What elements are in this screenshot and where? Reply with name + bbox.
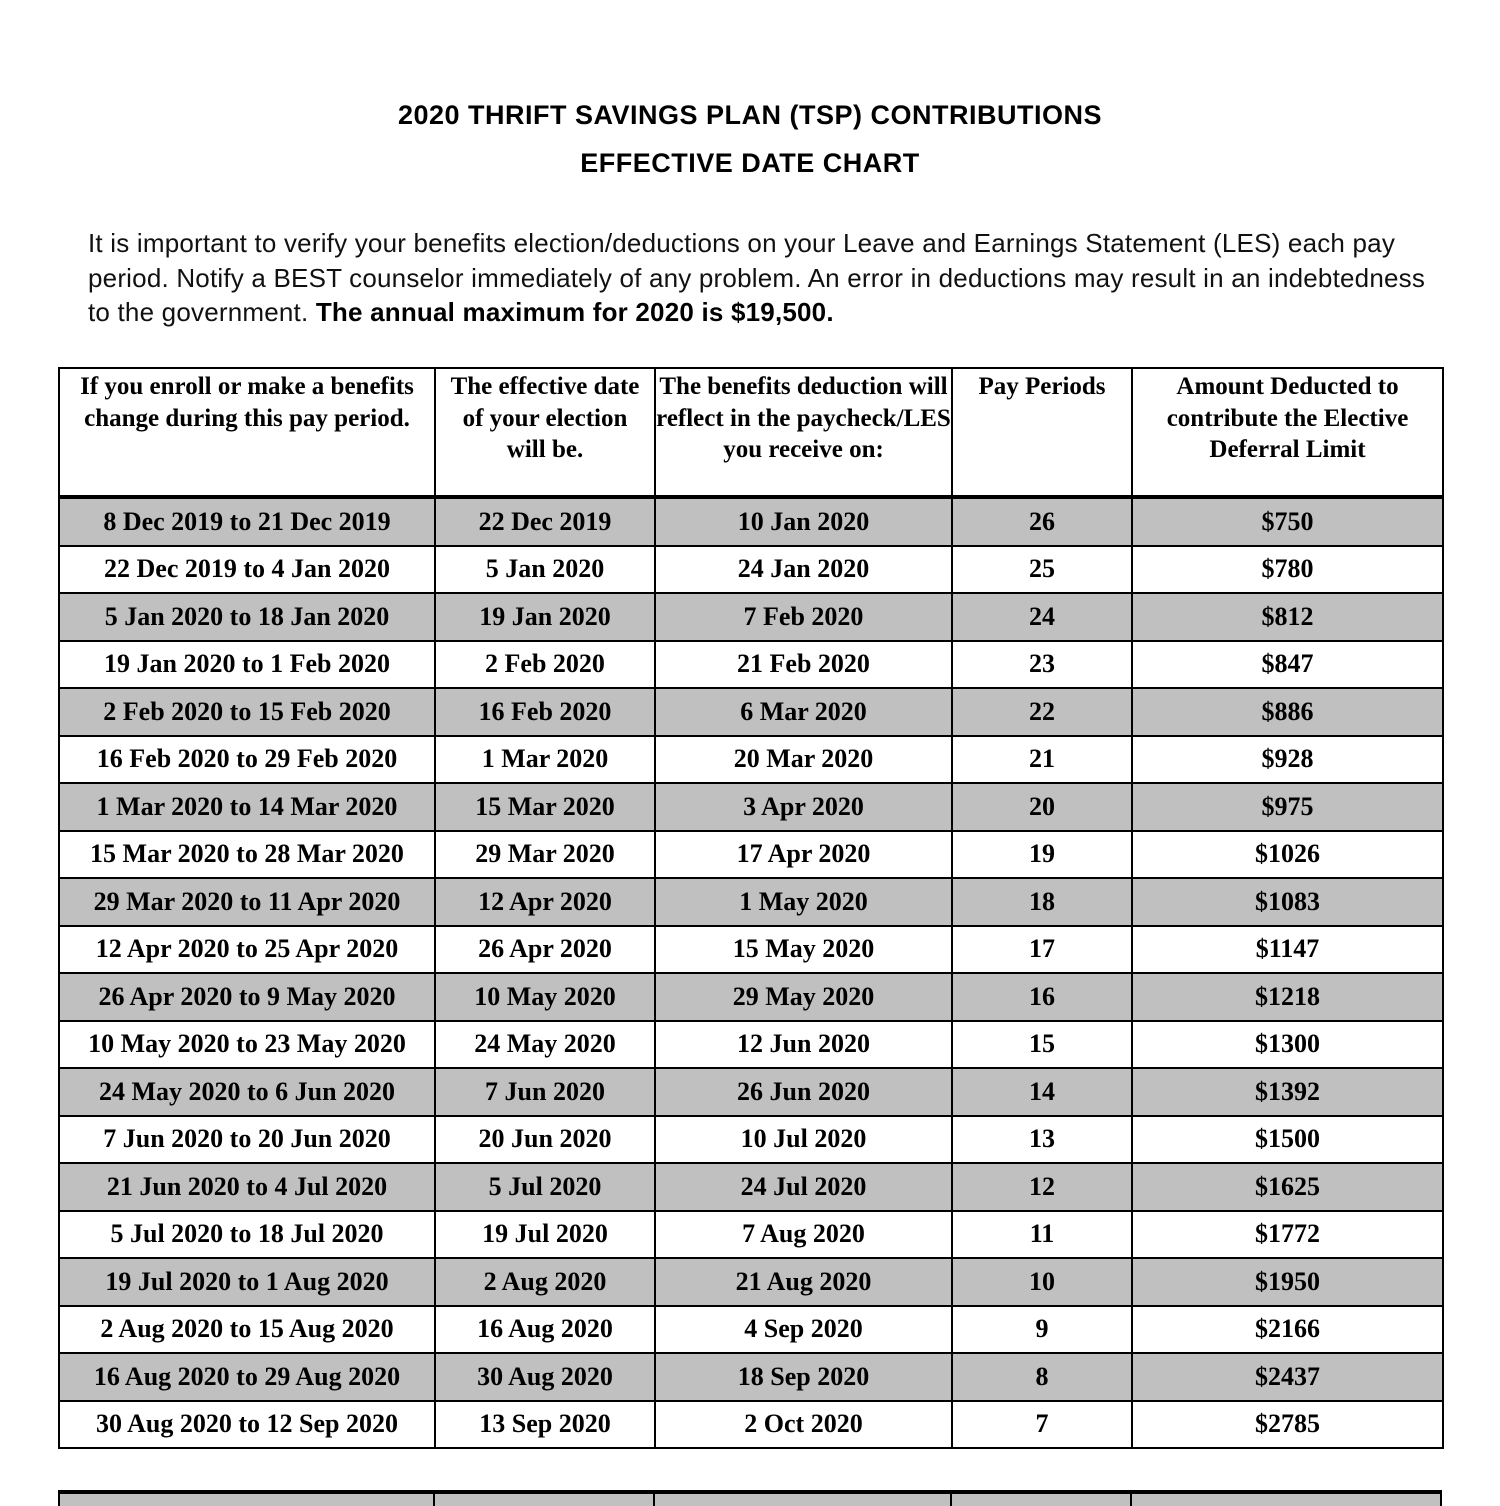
enroll-period-cell: 26 Apr 2020 to 9 May 2020 xyxy=(59,973,435,1021)
enroll-period-cell: 21 Jun 2020 to 4 Jul 2020 xyxy=(59,1163,435,1211)
paycheck-date-cell: 20 Mar 2020 xyxy=(655,736,952,784)
paycheck-date-cell: 24 Jan 2020 xyxy=(655,546,952,594)
column-header-pay-periods: Pay Periods xyxy=(952,368,1132,497)
effective-date-cell: 13 Sep 2020 xyxy=(435,1401,655,1449)
amount-cell: $886 xyxy=(1132,688,1443,736)
pay-periods-cell: 22 xyxy=(952,688,1132,736)
table-row xyxy=(59,1306,1443,1354)
table-row-partial xyxy=(58,1490,1442,1506)
table-row xyxy=(59,1021,1443,1069)
table-row xyxy=(59,497,1443,546)
effective-date-cell: 5 Jan 2020 xyxy=(435,546,655,594)
effective-date-cell: 19 Jan 2020 xyxy=(435,593,655,641)
enroll-period-cell: 2 Aug 2020 to 15 Aug 2020 xyxy=(59,1306,435,1354)
paycheck-date-cell: 21 Feb 2020 xyxy=(655,641,952,689)
amount-cell: $1950 xyxy=(1132,1258,1443,1306)
amount-cell: $1026 xyxy=(1132,831,1443,879)
paycheck-date-cell: 24 Jul 2020 xyxy=(655,1163,952,1211)
effective-date-cell: 22 Dec 2019 xyxy=(435,497,655,546)
annual-maximum-note: The annual maximum for 2020 is $19,500. xyxy=(315,297,834,327)
enroll-period-cell: 16 Aug 2020 to 29 Aug 2020 xyxy=(59,1353,435,1401)
table-row xyxy=(59,878,1443,926)
paycheck-date-cell: 10 Jul 2020 xyxy=(655,1116,952,1164)
enroll-period-cell: 10 May 2020 to 23 May 2020 xyxy=(59,1021,435,1069)
table-row xyxy=(59,1258,1443,1306)
enroll-period-cell: 5 Jul 2020 to 18 Jul 2020 xyxy=(59,1211,435,1259)
table-row xyxy=(59,1401,1443,1449)
amount-cell: $2785 xyxy=(1132,1401,1443,1449)
amount-cell: $750 xyxy=(1132,497,1443,546)
effective-date-cell: 24 May 2020 xyxy=(435,1021,655,1069)
pay-periods-cell: 10 xyxy=(952,1258,1132,1306)
enroll-period-cell: 24 May 2020 to 6 Jun 2020 xyxy=(59,1068,435,1116)
amount-cell: $1392 xyxy=(1132,1068,1443,1116)
enroll-period-cell: 5 Jan 2020 to 18 Jan 2020 xyxy=(59,593,435,641)
column-header-effective-date: The effective date of your election will be. xyxy=(435,368,655,497)
table-row xyxy=(59,688,1443,736)
enroll-period-cell: 16 Feb 2020 to 29 Feb 2020 xyxy=(59,736,435,784)
amount-cell: $1300 xyxy=(1132,1021,1443,1069)
pay-periods-cell: 8 xyxy=(952,1353,1132,1401)
table-row xyxy=(59,1163,1443,1211)
effective-date-cell: 10 May 2020 xyxy=(435,973,655,1021)
pay-periods-cell: 17 xyxy=(952,926,1132,974)
table-row xyxy=(59,736,1443,784)
effective-date-cell: 19 Jul 2020 xyxy=(435,1211,655,1259)
paycheck-date-cell: 1 May 2020 xyxy=(655,878,952,926)
pay-periods-cell: 21 xyxy=(952,736,1132,784)
amount-cell: $928 xyxy=(1132,736,1443,784)
document-subtitle: EFFECTIVE DATE CHART xyxy=(580,148,920,178)
paycheck-date-cell: 2 Oct 2020 xyxy=(655,1401,952,1449)
paycheck-date-cell: 29 May 2020 xyxy=(655,973,952,1021)
intro-text: It is important to verify your benefits election/deductions on your Leave and Earnings Statement (LES) each pay period. Notify a BEST counselor immediately of any problem. An error in deductions may result in an indebtedness to the government. xyxy=(88,228,1426,327)
column-header-paycheck-date: The benefits deduction will reflect in the paycheck/LES you receive on: xyxy=(655,368,952,497)
effective-date-cell: 16 Feb 2020 xyxy=(435,688,655,736)
enroll-period-cell: 12 Apr 2020 to 25 Apr 2020 xyxy=(59,926,435,974)
contribution-table xyxy=(58,367,1444,1449)
table-row xyxy=(59,1068,1443,1116)
amount-cell: $1772 xyxy=(1132,1211,1443,1259)
enroll-period-cell: 2 Feb 2020 to 15 Feb 2020 xyxy=(59,688,435,736)
enroll-period-cell: 29 Mar 2020 to 11 Apr 2020 xyxy=(59,878,435,926)
paycheck-date-cell: 18 Sep 2020 xyxy=(655,1353,952,1401)
pay-periods-cell: 26 xyxy=(952,497,1132,546)
pay-periods-cell: 14 xyxy=(952,1068,1132,1116)
enroll-period-cell: 8 Dec 2019 to 21 Dec 2019 xyxy=(59,497,435,546)
amount-cell: $1147 xyxy=(1132,926,1443,974)
effective-date-cell: 20 Jun 2020 xyxy=(435,1116,655,1164)
pay-periods-cell: 15 xyxy=(952,1021,1132,1069)
pay-periods-cell: 13 xyxy=(952,1116,1132,1164)
effective-date-cell: 1 Mar 2020 xyxy=(435,736,655,784)
column-header-enroll-period: If you enroll or make a benefits change during this pay period. xyxy=(59,368,435,497)
amount-cell: $1500 xyxy=(1132,1116,1443,1164)
paycheck-date-cell: 4 Sep 2020 xyxy=(655,1306,952,1354)
effective-date-cell: 12 Apr 2020 xyxy=(435,878,655,926)
effective-date-cell: 16 Aug 2020 xyxy=(435,1306,655,1354)
effective-date-cell: 2 Aug 2020 xyxy=(435,1258,655,1306)
paycheck-date-cell: 7 Feb 2020 xyxy=(655,593,952,641)
pay-periods-cell: 25 xyxy=(952,546,1132,594)
amount-cell: $812 xyxy=(1132,593,1443,641)
pay-periods-cell: 9 xyxy=(952,1306,1132,1354)
effective-date-cell: 2 Feb 2020 xyxy=(435,641,655,689)
table-body xyxy=(59,497,1443,1448)
paycheck-date-cell: 21 Aug 2020 xyxy=(655,1258,952,1306)
table-row xyxy=(59,641,1443,689)
effective-date-cell: 26 Apr 2020 xyxy=(435,926,655,974)
intro-paragraph xyxy=(88,226,1428,330)
enroll-period-cell: 1 Mar 2020 to 14 Mar 2020 xyxy=(59,783,435,831)
pay-periods-cell: 16 xyxy=(952,973,1132,1021)
table-row xyxy=(59,973,1443,1021)
document-title: 2020 THRIFT SAVINGS PLAN (TSP) CONTRIBUTIONS xyxy=(397,100,1103,130)
pay-periods-cell: 18 xyxy=(952,878,1132,926)
paycheck-date-cell: 7 Aug 2020 xyxy=(655,1211,952,1259)
table-row xyxy=(59,926,1443,974)
amount-cell: $1625 xyxy=(1132,1163,1443,1211)
table-row xyxy=(59,1353,1443,1401)
paycheck-date-cell: 12 Jun 2020 xyxy=(655,1021,952,1069)
amount-cell: $1218 xyxy=(1132,973,1443,1021)
table-row xyxy=(59,546,1443,594)
table-header-row xyxy=(59,368,1443,497)
paycheck-date-cell: 17 Apr 2020 xyxy=(655,831,952,879)
amount-cell: $975 xyxy=(1132,783,1443,831)
effective-date-cell: 30 Aug 2020 xyxy=(435,1353,655,1401)
effective-date-cell: 15 Mar 2020 xyxy=(435,783,655,831)
table-row xyxy=(59,593,1443,641)
column-header-amount: Amount Deducted to contribute the Elective Deferral Limit xyxy=(1132,368,1443,497)
pay-periods-cell: 11 xyxy=(952,1211,1132,1259)
enroll-period-cell: 15 Mar 2020 to 28 Mar 2020 xyxy=(59,831,435,879)
enroll-period-cell: 22 Dec 2019 to 4 Jan 2020 xyxy=(59,546,435,594)
paycheck-date-cell: 26 Jun 2020 xyxy=(655,1068,952,1116)
amount-cell: $847 xyxy=(1132,641,1443,689)
enroll-period-cell: 7 Jun 2020 to 20 Jun 2020 xyxy=(59,1116,435,1164)
table-row xyxy=(59,1211,1443,1259)
enroll-period-cell: 19 Jul 2020 to 1 Aug 2020 xyxy=(59,1258,435,1306)
effective-date-cell: 29 Mar 2020 xyxy=(435,831,655,879)
enroll-period-cell: 30 Aug 2020 to 12 Sep 2020 xyxy=(59,1401,435,1449)
amount-cell: $780 xyxy=(1132,546,1443,594)
paycheck-date-cell: 3 Apr 2020 xyxy=(655,783,952,831)
pay-periods-cell: 19 xyxy=(952,831,1132,879)
effective-date-cell: 5 Jul 2020 xyxy=(435,1163,655,1211)
table-row xyxy=(59,831,1443,879)
amount-cell: $1083 xyxy=(1132,878,1443,926)
table-row xyxy=(59,1116,1443,1164)
paycheck-date-cell: 6 Mar 2020 xyxy=(655,688,952,736)
paycheck-date-cell: 10 Jan 2020 xyxy=(655,497,952,546)
amount-cell: $2166 xyxy=(1132,1306,1443,1354)
pay-periods-cell: 24 xyxy=(952,593,1132,641)
pay-periods-cell: 23 xyxy=(952,641,1132,689)
pay-periods-cell: 7 xyxy=(952,1401,1132,1449)
paycheck-date-cell: 15 May 2020 xyxy=(655,926,952,974)
pay-periods-cell: 12 xyxy=(952,1163,1132,1211)
enroll-period-cell: 19 Jan 2020 to 1 Feb 2020 xyxy=(59,641,435,689)
pay-periods-cell: 20 xyxy=(952,783,1132,831)
amount-cell: $2437 xyxy=(1132,1353,1443,1401)
effective-date-cell: 7 Jun 2020 xyxy=(435,1068,655,1116)
table-row xyxy=(59,783,1443,831)
